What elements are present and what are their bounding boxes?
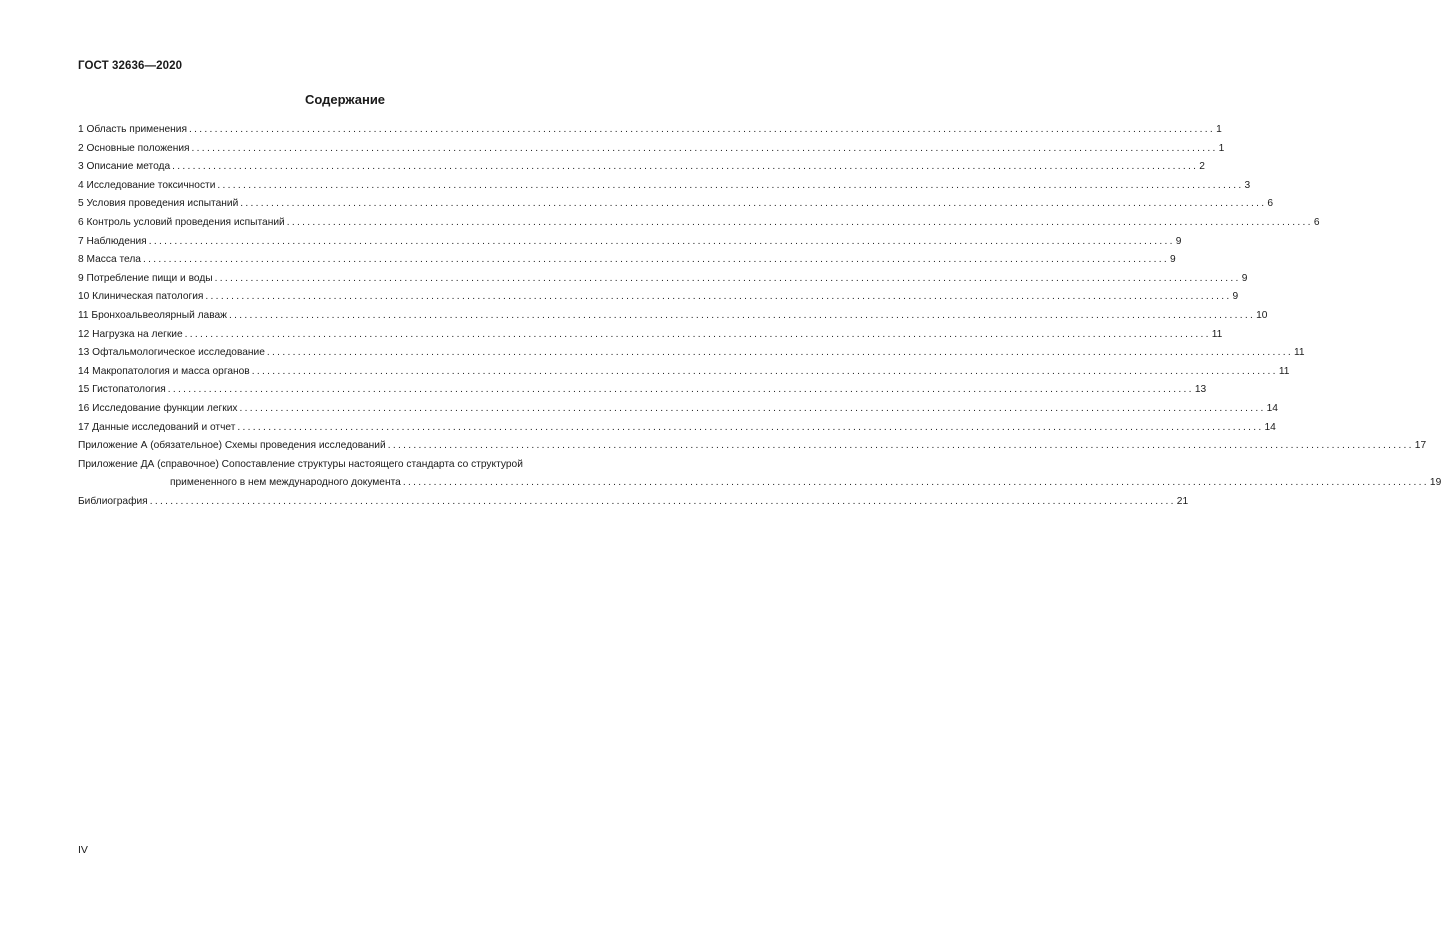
toc-page-number: 19 — [1429, 477, 1441, 489]
toc-page-number: 11 — [1294, 347, 1305, 359]
toc-entry[interactable] — [78, 140, 1225, 159]
toc-entry-label: 8 Масса тела — [78, 254, 141, 266]
toc-page-number: 14 — [1264, 421, 1276, 433]
toc-entry-label: Приложение ДА (справочное) Сопоставление структуры настоящего стандарта со структурой — [78, 458, 523, 470]
toc-entry-label: 13 Офтальмологическое исследование — [78, 347, 265, 359]
toc-entry[interactable] — [78, 288, 1239, 307]
toc-entry-label: примененного в нем международного документа — [170, 477, 401, 489]
leader-dots: ........................................................................................................................................................................................................ — [387, 440, 1414, 452]
toc-entry-appendix-da-line1[interactable] — [78, 456, 612, 475]
toc-entry-label: 1 Область применения — [78, 124, 187, 135]
toc-entry-label: 17 Данные исследований и отчет — [78, 421, 236, 433]
leader-dots: ........................................................................................................................................................................................................ — [251, 365, 1278, 377]
toc-page-number: 6 — [1267, 198, 1274, 210]
toc-page-number: 13 — [1194, 384, 1207, 396]
toc-entry[interactable] — [78, 400, 1278, 419]
leader-dots: ........................................................................................................................................................................................................ — [191, 142, 1218, 154]
leader-dots: ........................................................................................................................................................................................................ — [172, 161, 1199, 173]
toc-page-number: 17 — [1414, 440, 1427, 452]
toc-entry[interactable] — [78, 344, 1305, 363]
toc-entry-label: 7 Наблюдения — [78, 235, 147, 247]
toc-entry-label: 12 Нагрузка на легкие — [78, 328, 183, 340]
leader-dots: ........................................................................................................................................................................................................ — [148, 235, 1175, 247]
toc-page-number: 1 — [1216, 124, 1222, 135]
toc-entry-label: 5 Условия проведения испытаний — [78, 198, 239, 210]
toc-page-number: 10 — [1256, 309, 1268, 321]
toc-entry[interactable] — [78, 121, 1222, 140]
toc-entry[interactable] — [78, 177, 1251, 196]
toc-page-number: 6 — [1313, 216, 1320, 228]
toc-page-number: 2 — [1199, 161, 1205, 173]
toc-entry[interactable] — [78, 158, 1205, 177]
leader-dots: ........................................................................................................................................................................................................ — [229, 309, 1256, 321]
toc-page-number: 9 — [1241, 272, 1248, 284]
toc-page-number: 1 — [1218, 142, 1225, 154]
toc-page-number: 9 — [1232, 291, 1239, 303]
toc-entry[interactable] — [78, 437, 1427, 456]
toc-entry[interactable] — [78, 363, 1290, 382]
toc-entry-label: 3 Описание метода — [78, 161, 171, 173]
toc-entry-label: Приложение А (обязательное) Схемы проведения исследований — [78, 440, 386, 452]
leader-dots: ........................................................................................................................................................................................................ — [239, 402, 1266, 414]
toc-entry-label: 10 Клиническая патология — [78, 291, 204, 303]
toc-entry[interactable] — [78, 326, 1223, 345]
leader-dots: ........................................................................................................................................................................................................ — [188, 124, 1216, 135]
leader-dots: ........................................................................................................................................................................................................ — [286, 216, 1313, 228]
toc-page-number: 9 — [1175, 235, 1182, 247]
leader-dots: ........................................................................................................................................................................................................ — [184, 328, 1211, 340]
leader-dots: ........................................................................................................................................................................................................ — [237, 421, 1264, 433]
toc-entry-label: 14 Макропатология и масса органов — [78, 365, 250, 377]
toc-entry-label: 15 Гистопатология — [78, 384, 166, 396]
toc-entry[interactable] — [78, 195, 1274, 214]
toc-page-number: 3 — [1244, 179, 1251, 191]
toc-entry-appendix-da-line2[interactable] — [78, 474, 1441, 493]
page-folio: IV — [78, 844, 88, 856]
leader-dots: ........................................................................................................................................................................................................ — [149, 495, 1176, 507]
toc-page-number: 14 — [1266, 402, 1278, 414]
toc-entry[interactable] — [78, 251, 1176, 270]
leader-dots: ........................................................................................................................................................................................................ — [240, 198, 1267, 210]
toc-entry[interactable] — [78, 214, 1320, 233]
toc-page-number: 9 — [1170, 254, 1176, 266]
toc-entry[interactable] — [78, 307, 1268, 326]
toc-entry[interactable] — [78, 381, 1207, 400]
toc-page-number: 11 — [1211, 328, 1223, 340]
toc-page-number: 11 — [1278, 365, 1290, 377]
table-of-contents — [78, 121, 1441, 511]
leader-dots: ........................................................................................................................................................................................................ — [167, 384, 1194, 396]
page-title: Содержание — [304, 92, 386, 107]
leader-dots: ........................................................................................................................................................................................................ — [266, 347, 1294, 359]
document-code-header: ГОСТ 32636—2020 — [78, 60, 183, 72]
toc-entry-label: 11 Бронхоальвеолярный лаваж — [78, 309, 228, 321]
leader-dots: ........................................................................................................................................................................................................ — [142, 254, 1170, 266]
leader-dots: ........................................................................................................................................................................................................ — [217, 179, 1244, 191]
leader-dots: ........................................................................................................................................................................................................ — [402, 477, 1429, 489]
toc-entry-label: 16 Исследование функции легких — [78, 402, 238, 414]
toc-entry[interactable] — [78, 419, 1276, 438]
toc-entry-label: Библиография — [78, 495, 148, 507]
toc-entry-label: 9 Потребление пищи и воды — [78, 272, 213, 284]
leader-dots: ........................................................................................................................................................................................................ — [214, 272, 1241, 284]
toc-entry[interactable] — [78, 270, 1248, 289]
toc-entry-bibliography[interactable] — [78, 493, 1189, 512]
toc-page-number: 21 — [1176, 495, 1189, 507]
toc-entry-label: 2 Основные положения — [78, 142, 190, 154]
toc-entry[interactable] — [78, 233, 1182, 252]
toc-entry-label: 4 Исследование токсичности — [78, 179, 216, 191]
toc-entry-label: 6 Контроль условий проведения испытаний — [78, 216, 285, 228]
leader-dots: ........................................................................................................................................................................................................ — [205, 291, 1232, 303]
